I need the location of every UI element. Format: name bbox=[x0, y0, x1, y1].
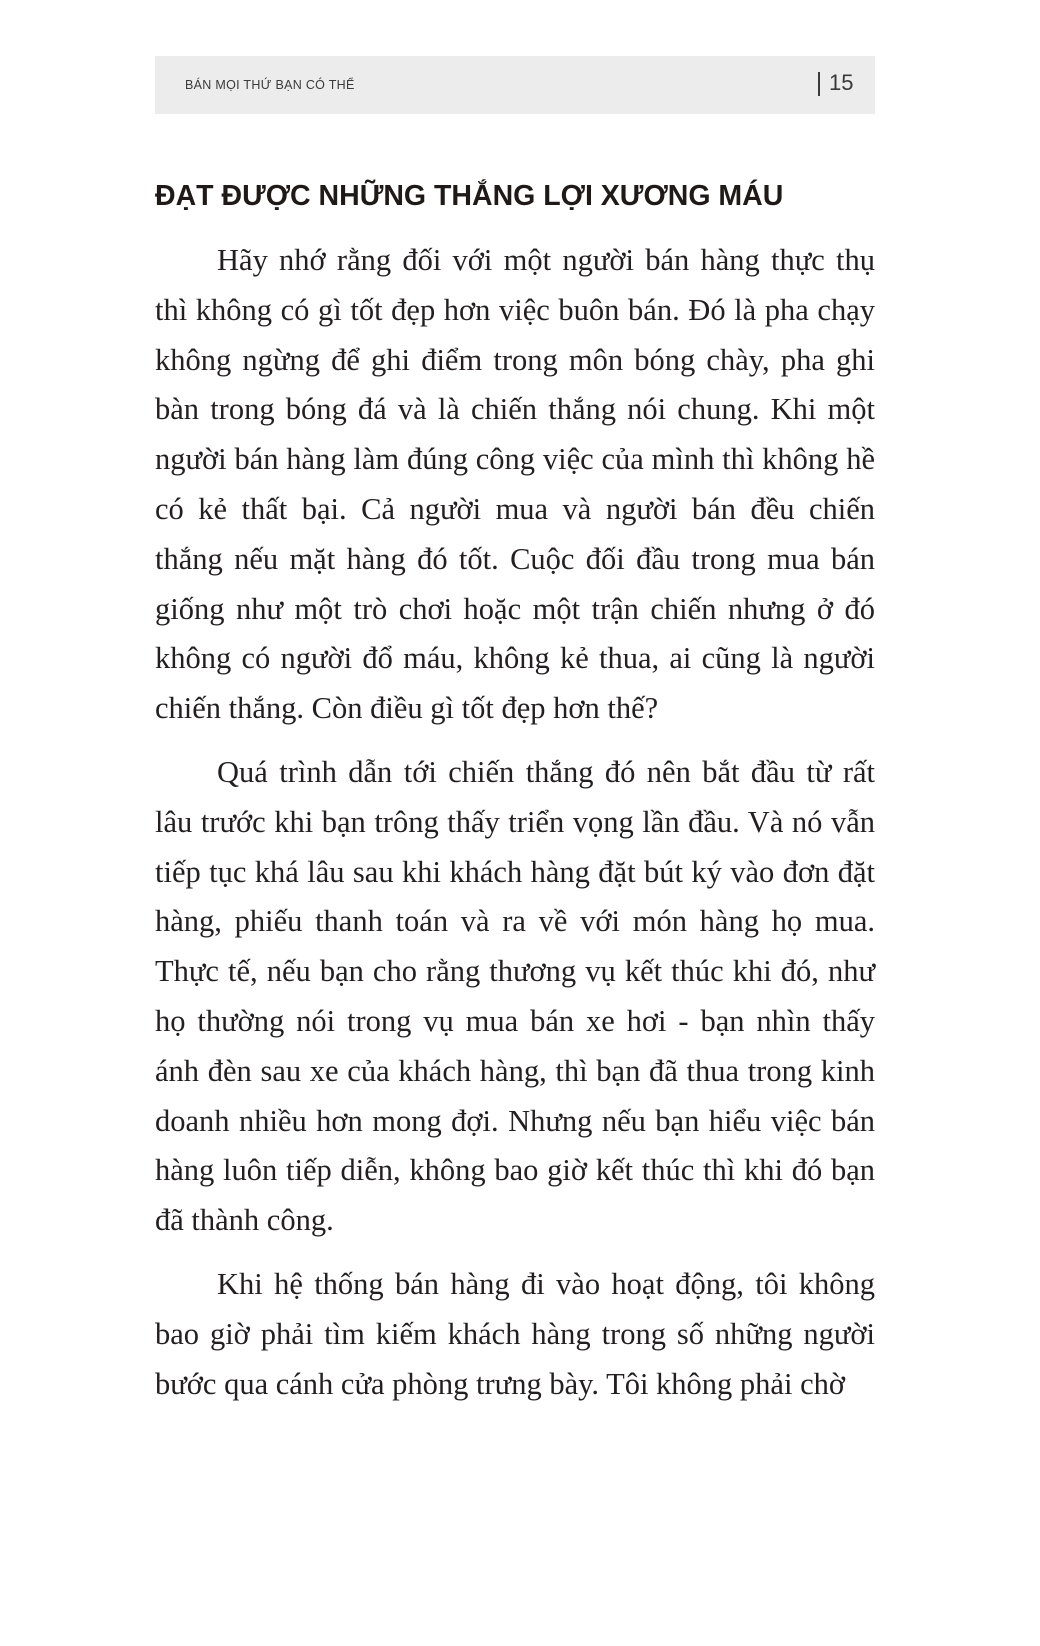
running-title: BÁN MỌI THỨ BẠN CÓ THỂ bbox=[185, 78, 355, 92]
body-text bbox=[155, 236, 875, 1423]
paragraph-2: Quá trình dẫn tới chiến thắng đó nên bắt đầu từ rất lâu trước khi bạn trông thấy triển vọng lần đầu. Và nó vẫn tiếp tục khá lâu sau khi khách hàng đặt bút ký vào đơn đặt hàng, phiếu thanh toán và ra về với món hàng họ mua. Thực tế, nếu bạn cho rằng thương vụ kết thúc khi đó, như họ thường nói trong vụ mua bán xe hơi - bạn nhìn thấy ánh đèn sau xe của khách hàng, thì bạn đã thua trong kinh doanh nhiều hơn mong đợi. Nhưng nếu bạn hiểu việc bán hàng luôn tiếp diễn, không bao giờ kết thúc thì khi đó bạn đã thành công. bbox=[155, 754, 875, 1238]
section-heading: ĐẠT ĐƯỢC NHỮNG THẮNG LỢI XƯƠNG MÁU bbox=[155, 180, 784, 212]
page-number: 15 bbox=[829, 70, 854, 95]
paragraph-3: Khi hệ thống bán hàng đi vào hoạt động, tôi không bao giờ phải tìm kiếm khách hàng trong số những người bước qua cánh cửa phòng trưng bày. Tôi không phải chờ bbox=[155, 1266, 875, 1401]
paragraph-1: Hãy nhớ rằng đối với một người bán hàng thực thụ thì không có gì tốt đẹp hơn việc buôn bán. Đó là pha chạy không ngừng để ghi điểm trong môn bóng chày, pha ghi bàn trong bóng đá và là chiến thắng nói chung. Khi một người bán hàng làm đúng công việc của mình thì không hề có kẻ thất bại. Cả người mua và người bán đều chiến thắng nếu mặt hàng đó tốt. Cuộc đối đầu trong mua bán giống như một trò chơi hoặc một trận chiến nhưng ở đó không có người đổ máu, không kẻ thua, ai cũng là người chiến thắng. Còn điều gì tốt đẹp hơn thế? bbox=[155, 243, 875, 726]
page-number-separator bbox=[818, 72, 820, 96]
running-header bbox=[155, 56, 875, 114]
